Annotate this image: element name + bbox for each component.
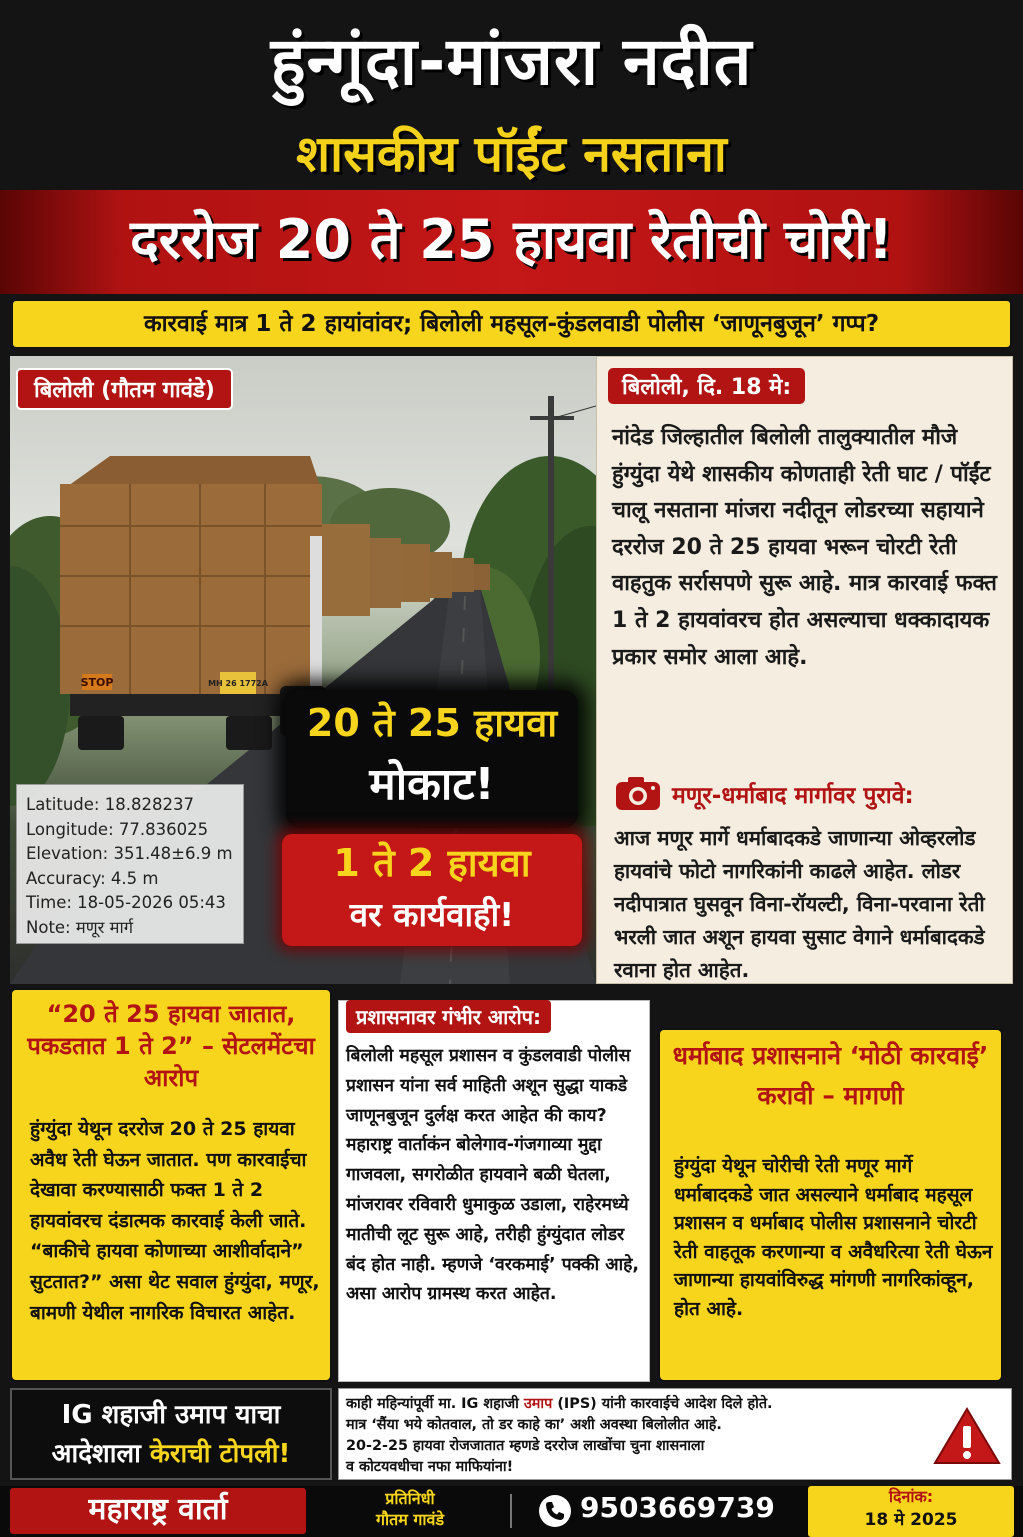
demand-text: हुंग्युंदा येथून चोरीची रेती मणूर मार्गे धर्माबादकडे जात असल्याने धर्माबाद महसूल प्रशासन व धर्माबाद पोलीस प्रशासनाने चोरटी रेती वाहतूक करणान्या व अवैधरित्या रेती घेऊन जाणान्या हायवांविरुद्ध मांगणी नागरिकांव्हून, होत आहे.: [674, 1155, 993, 1320]
date-label: दिनांक:: [888, 1487, 934, 1506]
allegation-tag: प्रशासनावर गंभीर आरोप:: [346, 1000, 551, 1033]
photo-location-tag: बिलोली (गौतम गावंडे): [16, 368, 233, 410]
callout-action-top: 1 ते 2 हायवा: [333, 841, 531, 885]
proof-paragraph: आज मणूर मार्गे धर्माबादकडे जाणान्या ओव्हरलोड हायवांचे फोटो नागरिकांनी काढले आहेत. लोडर नदीपात्रात घुसवून विना-रॉयल्टी, विना-परवाना रेती भरली जात अशून हायवा सुसाट वेगाने धर्माबादकडे रवाना होत आहेत.: [614, 826, 985, 982]
gps-longitude: Longitude: 77.836025: [26, 819, 209, 839]
warning-line-2: मात्र ‘सैंया भये कोतवाल, तो डर काहे का’ अशी अवस्था बिलोलीत आहे.: [346, 1417, 722, 1433]
sub-headline-strap: कारवाई मात्र 1 ते 2 हायांवांवर; बिलोली महसूल-कुंडलवाडी पोलीस ‘जाणूनबुजून’ गप्प?: [10, 298, 1013, 350]
phone-number[interactable]: 9503669739: [580, 1491, 775, 1524]
date-box: [808, 1486, 1014, 1537]
lead-paragraph: नांदेड जिल्हातील बिलोली तालुक्यातील मौजे हुंग्युंदा येथे शासकीय कोणताही रेती घाट / पॉईंट चालू नसताना मांजरा नदीतून लोडरच्या सहायाने दररोज 20 ते 25 हायवा भरून चोरटी रेती वाहतुक सर्रासपणे सुरू आहे. मात्र कारवाई फक्त 1 ते 2 हायवांवरच होत असल्याचा धक्कादायक प्रकार समोर आला आहे.: [612, 425, 997, 670]
gps-elevation: Elevation: 351.48±6.9 m: [26, 844, 233, 863]
dateline-tag: बिलोली, दि. 18 मे:: [608, 368, 805, 404]
camera-icon: [614, 776, 662, 812]
headline-line-3: दररोज 20 ते 25 हायवा रेतीची चोरी!: [130, 208, 893, 271]
callout-action: [282, 834, 582, 946]
warning-line-1-red: उमाप: [523, 1396, 553, 1412]
gps-note: Note: मणूर मार्ग: [26, 917, 134, 937]
brand-name: महाराष्ट्र वार्ता: [10, 1488, 306, 1534]
demand-title: धर्माबाद प्रशासनाने ‘मोठी कारवाई’ करावी – मागणी: [672, 1041, 989, 1110]
warning-line-1-a: काही महिन्यांपूर्वी मा. IG शहाजी: [346, 1396, 524, 1412]
ig-line-1: IG शहाजी उमाप याचा: [61, 1400, 281, 1430]
date-value: 18 मे 2025: [864, 1510, 958, 1530]
proof-title: मणूर-धर्माबाद मार्गावर पुरावे:: [672, 783, 914, 809]
warning-line-1: [346, 1394, 926, 1415]
truck-number-plate: MH 26 1772A: [208, 679, 268, 688]
gps-time: Time: 18-05-2026 05:43: [26, 893, 226, 912]
ig-line-2: [12, 1434, 330, 1474]
warning-icon: [932, 1406, 1002, 1466]
representative-label: प्रतिनिधी: [385, 1489, 435, 1508]
warning-line-4: व कोटयवधीचा नफा माफियांना!: [346, 1459, 514, 1475]
settlement-title: “20 ते 25 हायवा जातात, पकडतात 1 ते 2” – सेटलमेंटचा आरोप: [27, 1000, 315, 1092]
watermark: ChatGPT: [818, 1458, 925, 1483]
phone-icon: [538, 1494, 572, 1528]
ig-line-2-a: आदेशाला: [51, 1439, 150, 1469]
headline-line-2: शासकीय पॉईंट नसताना: [296, 125, 727, 183]
callout-mokat: [286, 690, 578, 828]
callout-action-bottom: वर कार्यवाही!: [349, 895, 515, 934]
representative-name: गौतम गावंडे: [375, 1510, 445, 1529]
warning-line-3: 20-2-25 हायवा रोजजातात म्हणडे दररोज लाखोंचा चुना शासनाला: [346, 1438, 705, 1454]
ig-order-box: [10, 1388, 332, 1480]
gps-stamp: [16, 784, 244, 944]
warning-line-1-end: (IPS) यांनी कारवाईचे आदेश दिले होते.: [552, 1396, 773, 1412]
truck-stop-plate: STOP: [80, 676, 114, 689]
allegation-text: बिलोली महसूल प्रशासन व कुंडलवाडी पोलीस प्रशासन यांना सर्व माहिती अशून सुद्धा याकडे जाणूनबुजून दुर्लक्ष करत आहेत की काय? महाराष्ट्र वार्ताकंन बोलेगाव-गंजगाव्या मुद्दा गाजवला, सगरोळीत हायवाने बळी घेतला, मांजरावर रविवारी धुमाकुळ उडाला, राहेरमध्ये मातीची लूट सुरू आहे, तरीही हुंग्युंदात लोडर बंद होत नाही. म्हणजे ‘वरकमाई’ पक्की आहे, असा आरोप ग्रामस्थ करत आहेत.: [346, 1046, 640, 1305]
representative: [330, 1488, 490, 1530]
footer-divider: [510, 1494, 512, 1528]
callout-mokat-top: 20 ते 25 हायवा: [306, 701, 558, 745]
callout-mokat-bottom: मोकाट!: [369, 759, 495, 810]
ig-line-2-b: केराची टोपली!: [149, 1439, 291, 1469]
gps-accuracy: Accuracy: 4.5 m: [26, 868, 159, 888]
headline-line-1: हुंन्गूंदा-मांजरा नदीत: [270, 23, 753, 100]
gps-latitude: Latitude: 18.828237: [26, 795, 194, 814]
settlement-text: हुंग्युंदा येथून दररोज 20 ते 25 हायवा अवैध रेती घेऊन जातात. पण कारवाईचा देखावा करण्यासाठी फक्त 1 ते 2 हायवांवरच दंडात्मक कारवाई केली जाते. “बाकीचे हायवा कोणाच्या आशीर्वादाने” सुटतात?” असा थेट सवाल हुंग्युंदा, मणूर, बामणी येथील नागरिक विचारत आहेत.: [30, 1118, 320, 1324]
